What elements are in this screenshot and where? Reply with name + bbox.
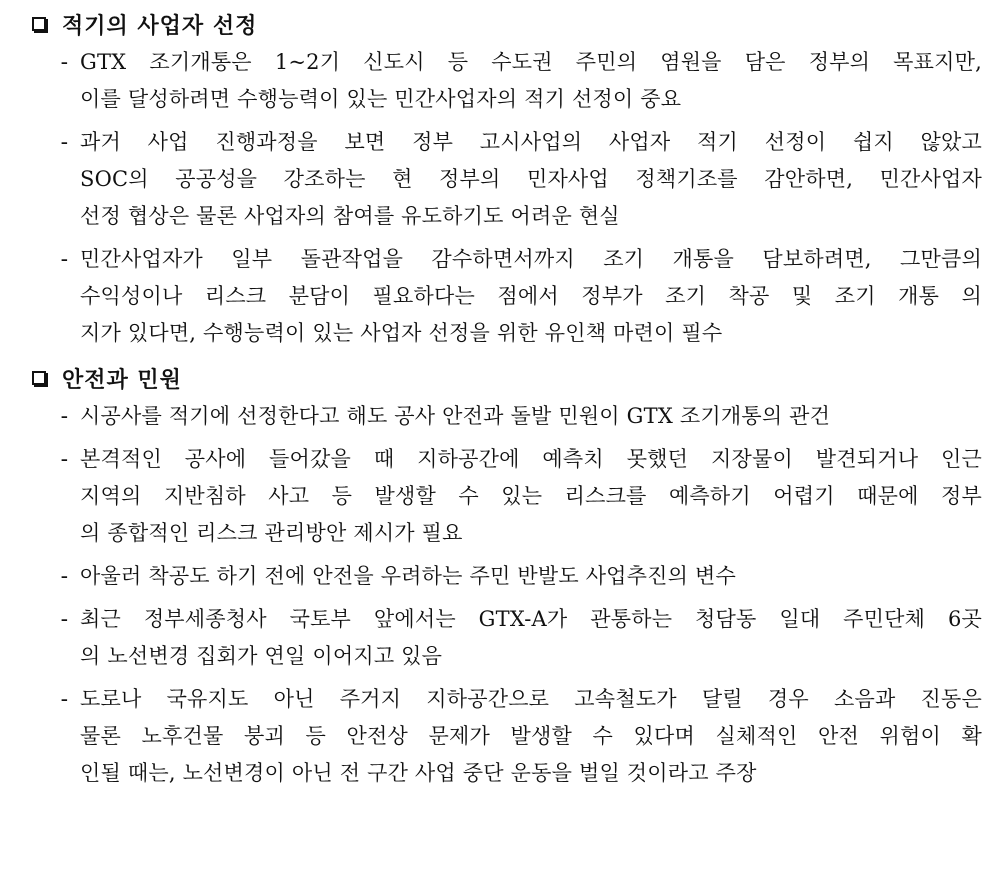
bullet-item (24, 441, 982, 552)
bullet-item (24, 398, 982, 435)
bullet-marker: - (60, 564, 68, 589)
bullet-item (24, 44, 982, 118)
bullet-list (24, 44, 982, 352)
bullet-marker: - (60, 607, 68, 632)
text-line: 이를 달성하려면 수행능력이 있는 민간사업자의 적기 선정이 중요 (80, 87, 682, 111)
text-line: 시공사를 적기에 선정한다고 해도 공사 안전과 돌발 민원이 GTX 조기개통의 관건 (80, 404, 831, 428)
text-line: 과거 사업 진행과정을 보면 정부 고시사업의 사업자 적기 선정이 쉽지 않았고 (80, 130, 982, 154)
bullet-item (24, 558, 982, 595)
bullet-marker: - (60, 50, 68, 75)
bullet-marker: - (60, 447, 68, 472)
text-line: SOC의 공공성을 강조하는 현 정부의 민자사업 정책기조를 감안하면, 민간사업자 (80, 167, 982, 191)
checkbox-icon (32, 17, 46, 31)
bullet-item (24, 681, 982, 792)
text-line: 최근 정부세종청사 국토부 앞에서는 GTX-A가 관통하는 청담동 일대 주민단체 6곳 (80, 607, 982, 631)
bullet-item (24, 124, 982, 235)
text-line: 수익성이나 리스크 분담이 필요하다는 점에서 정부가 조기 착공 및 조기 개통 의 (80, 284, 982, 308)
bullet-item (24, 241, 982, 352)
text-line: 지역의 지반침하 사고 등 발생할 수 있는 리스크를 예측하기 어렵기 때문에 정부 (80, 484, 982, 508)
text-line: 의 종합적인 리스크 관리방안 제시가 필요 (80, 521, 463, 545)
checkbox-icon (32, 371, 46, 385)
bullet-marker: - (60, 687, 68, 712)
section-heading (24, 4, 982, 44)
bullet-list (24, 398, 982, 792)
text-line: 도로나 국유지도 아닌 주거지 지하공간으로 고속철도가 달릴 경우 소음과 진동은 (80, 687, 982, 711)
text-line: GTX 조기개통은 1~2기 신도시 등 수도권 주민의 염원을 담은 정부의 목표지만, (80, 50, 982, 74)
text-line: 민간사업자가 일부 돌관작업을 감수하면서까지 조기 개통을 담보하려면, 그만큼의 (80, 247, 982, 271)
bullet-marker: - (60, 130, 68, 155)
bullet-item (24, 601, 982, 675)
text-line: 물론 노후건물 붕괴 등 안전상 문제가 발생할 수 있다며 실체적인 안전 위험이 확 (80, 724, 982, 748)
text-line: 의 노선변경 집회가 연일 이어지고 있음 (80, 644, 443, 668)
section-heading (24, 358, 982, 398)
text-line: 본격적인 공사에 들어갔을 때 지하공간에 예측치 못했던 지장물이 발견되거나 인근 (80, 447, 982, 471)
text-line: 인될 때는, 노선변경이 아닌 전 구간 사업 중단 운동을 벌일 것이라고 주장 (80, 761, 757, 785)
bullet-marker: - (60, 247, 68, 272)
text-line: 선정 협상은 물론 사업자의 참여를 유도하기도 어려운 현실 (80, 204, 620, 228)
text-line: 지가 있다면, 수행능력이 있는 사업자 선정을 위한 유인책 마련이 필수 (80, 321, 723, 345)
text-line: 아울러 착공도 하기 전에 안전을 우려하는 주민 반발도 사업추진의 변수 (80, 564, 736, 588)
section-title: 적기의 사업자 선정 (62, 13, 258, 39)
bullet-marker: - (60, 404, 68, 429)
section-title: 안전과 민원 (62, 367, 182, 393)
